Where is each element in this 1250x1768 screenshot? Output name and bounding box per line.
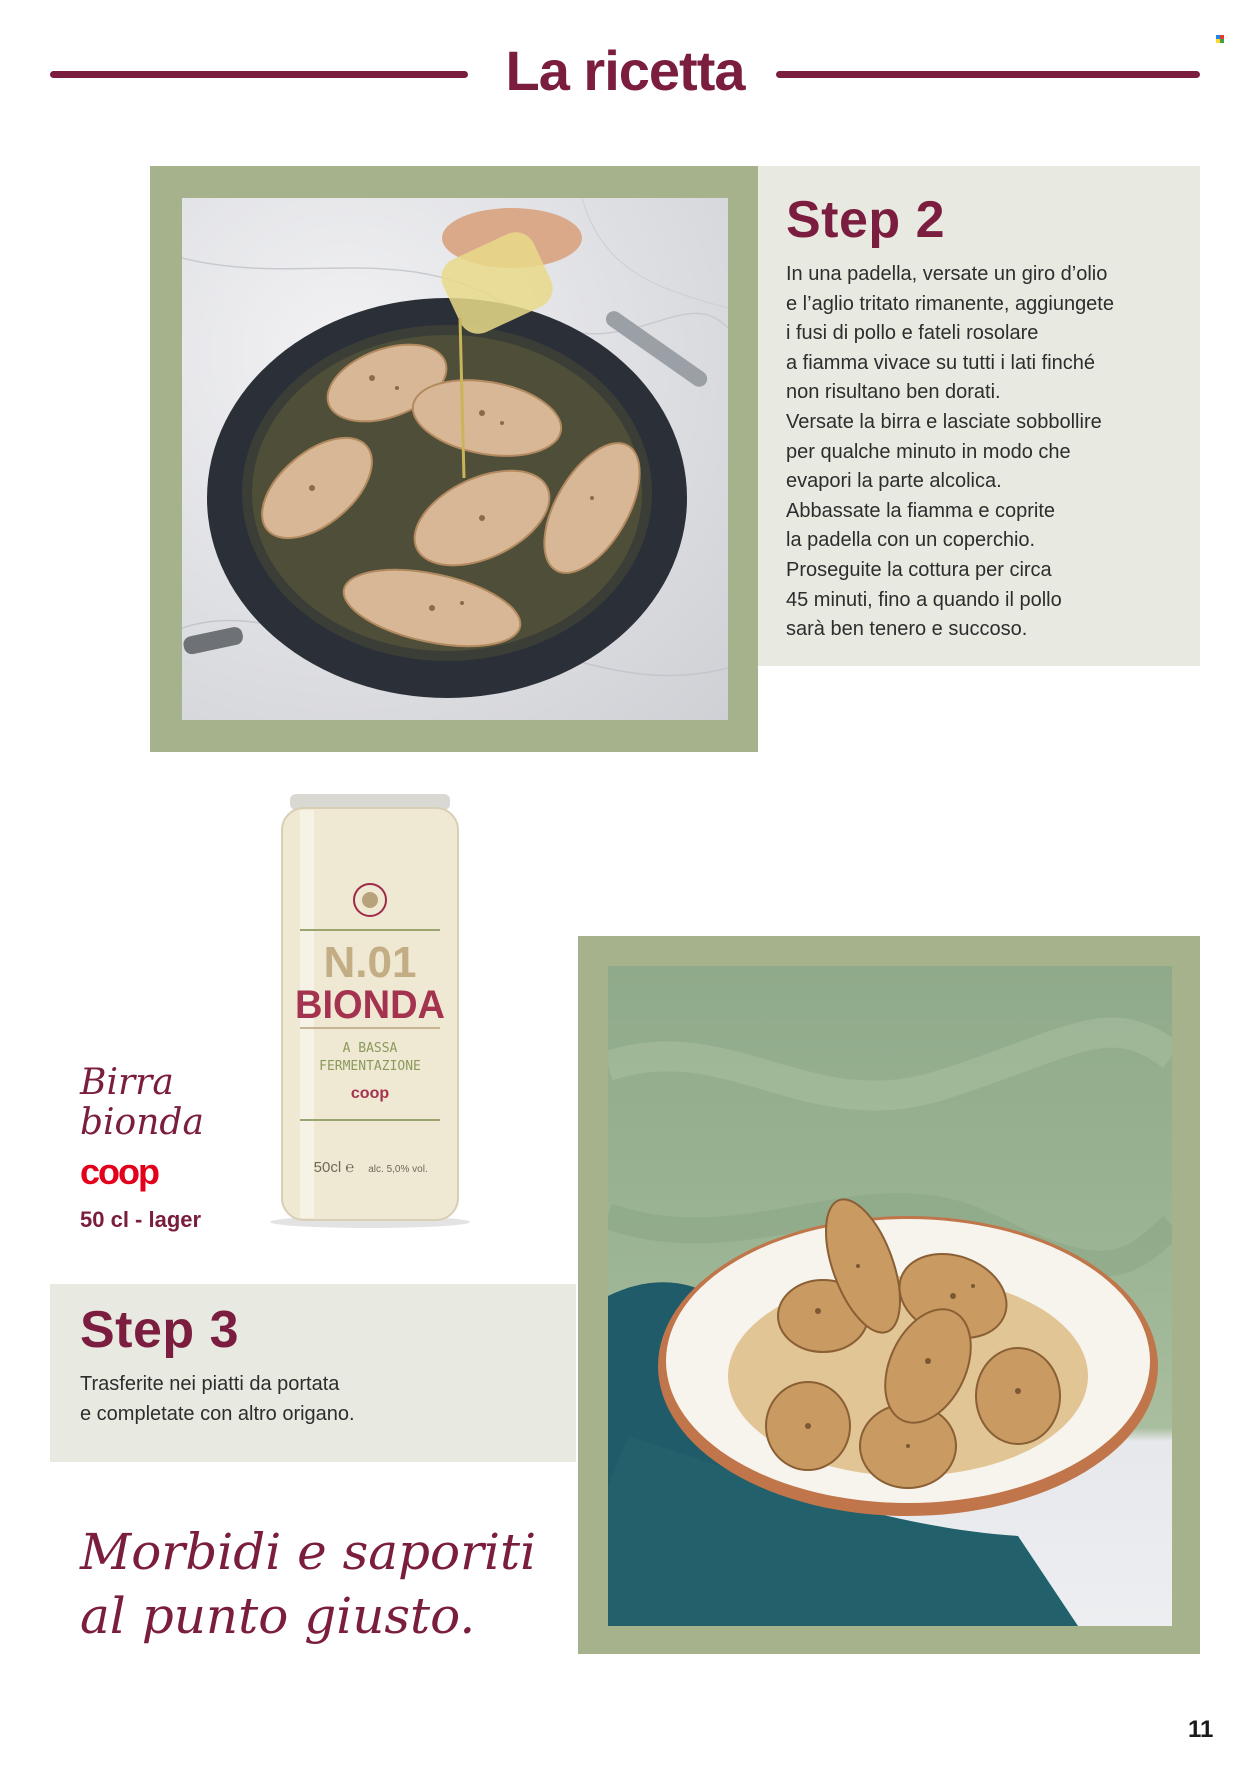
- tagline-line2: al punto giusto.: [80, 1587, 476, 1645]
- tagline-line1: Morbidi e saporiti: [80, 1523, 537, 1581]
- step3-heading: Step 3: [80, 1301, 240, 1359]
- page-title: La ricetta: [505, 39, 745, 102]
- step2-photo-chicken-in-pan: [182, 198, 728, 720]
- can-sub1: A BASSA: [342, 1041, 398, 1056]
- step2-body: [786, 260, 1114, 645]
- step2-line: evapori la parte alcolica.: [786, 470, 1002, 493]
- step2-line: non risultano ben dorati.: [786, 381, 1001, 404]
- step2-line: la padella con un coperchio.: [786, 529, 1036, 552]
- product-size: 50 cl - lager: [80, 1207, 202, 1232]
- can-volume: 50cl ℮: [313, 1159, 355, 1176]
- step2-line: i fusi di pollo e fateli rosolare: [786, 322, 1039, 345]
- page-number: 11: [1188, 1716, 1214, 1743]
- can-alcohol: alc. 5,0% vol.: [368, 1164, 428, 1175]
- served-photo-chicken-plate: [608, 966, 1172, 1626]
- step2-line: a fiamma vivace su tutti i lati finché: [786, 351, 1096, 374]
- can-brand: coop: [350, 1085, 390, 1102]
- product-name-line1: Birra: [80, 1062, 174, 1103]
- can-number: N.01: [323, 938, 417, 987]
- step2-line: Proseguite la cottura per circa: [786, 558, 1052, 581]
- step2-line: Abbassate la fiamma e coprite: [786, 499, 1056, 522]
- beer-can-image: [260, 790, 480, 1230]
- product-name-line2: bionda: [80, 1102, 204, 1143]
- step2-line: sarà ben tenero e succoso.: [786, 618, 1028, 641]
- can-name: BIONDA: [295, 983, 445, 1027]
- step3-line: e completate con altro origano.: [80, 1402, 355, 1425]
- product-name: [80, 1063, 204, 1143]
- step3-line: Trasferite nei piatti da portata: [80, 1373, 340, 1395]
- can-sub2: FERMENTAZIONE: [319, 1059, 421, 1074]
- header-rule-left: [50, 71, 468, 78]
- step2-line: e l’aglio tritato rimanente, aggiungete: [786, 292, 1114, 315]
- coop-logo-text: coop: [80, 1156, 158, 1192]
- coop-logo: [80, 1156, 178, 1192]
- step2-line: In una padella, versate un giro d’olio: [786, 263, 1108, 285]
- corner-mark-icon: [1216, 35, 1228, 43]
- tagline: [80, 1520, 536, 1648]
- step2-heading: Step 2: [786, 191, 946, 249]
- header-rule-right: [776, 71, 1200, 78]
- step2-line: 45 minuti, fino a quando il pollo: [786, 588, 1062, 611]
- step2-line: Versate la birra e lasciate sobbollire: [786, 410, 1102, 433]
- step3-body: [80, 1370, 355, 1429]
- step2-line: per qualche minuto in modo che: [786, 440, 1071, 463]
